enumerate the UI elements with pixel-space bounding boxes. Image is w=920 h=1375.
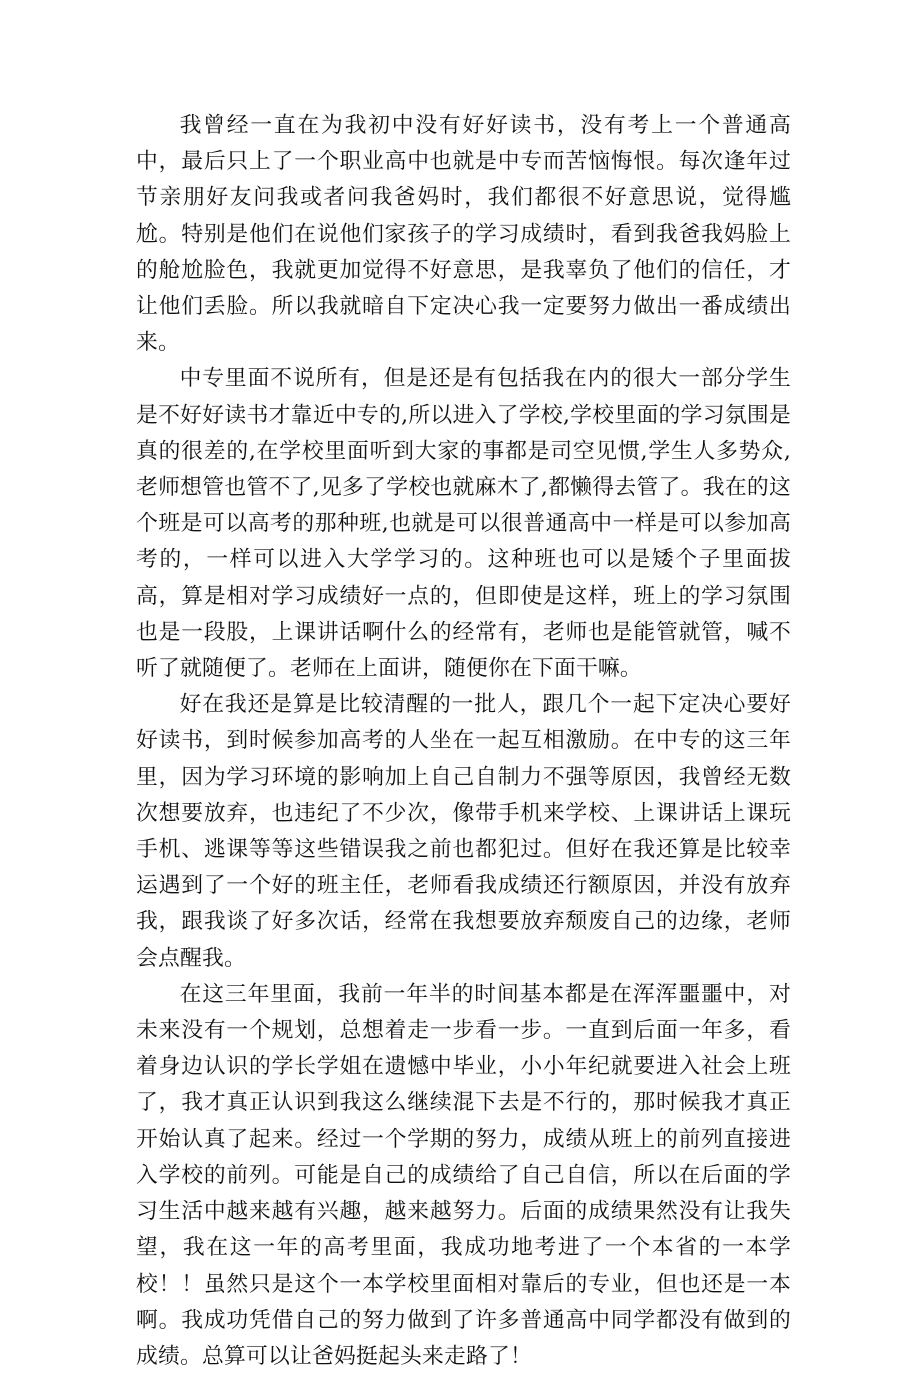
essay-body <box>136 108 791 1375</box>
paragraph-1: 我曾经一直在为我初中没有好好读书，没有考上一个普通高中，最后只上了一个职业高中也就是中专而苦恼悔恨。每次逢年过节亲朋好友问我或者问我爸妈时，我们都很不好意思说，觉得尴尬。特别是他们在说他们家孩子的学习成绩时，看到我爸我妈脸上的舱尬脸色，我就更加觉得不好意思，是我辜负了他们的信任，才让他们丢脸。所以我就暗自下定决心我一定要努力做出一番成绩出来。 <box>136 113 791 356</box>
paragraph-3: 好在我还是算是比较清醒的一批人，跟几个一起下定决心要好好读书，到时候参加高考的人坐在一起互相激励。在中专的这三年里，因为学习环境的影响加上自己自制力不强等原因，我曾经无数次想要放弃，也违纪了不少次，像带手机来学校、上课讲话上课玩手机、逃课等等这些错误我之前也都犯过。但好在我还算是比较幸运遇到了一个好的班主任，老师看我成绩还行额原因，并没有放弃我，跟我谈了好多次话，经常在我想要放弃颓废自己的边缘，老师会点醒我。 <box>136 692 791 971</box>
paragraph-2: 中专里面不说所有，但是还是有包括我在内的很大一部分学生是不好好读书才靠近中专的,所以进入了学校,学校里面的学习氛围是真的很差的,在学校里面听到大家的事都是司空见惯,学生人多势众,老师想管也管不了,见多了学校也就麻木了,都懒得去管了。我在的这个班是可以高考的那种班,也就是可以很普通高中一样是可以参加高考的，一样可以进入大学学习的。这种班也可以是矮个子里面拔高，算是相对学习成绩好一点的，但即使是这样，班上的学习氛围也是一段股，上课讲话啊什么的经常有，老师也是能管就管，喊不听了就随便了。老师在上面讲，随便你在下面干嘛。 <box>136 366 791 682</box>
paragraph-4: 在这三年里面，我前一年半的时间基本都是在浑浑噩噩中，对未来没有一个规划，总想着走一步看一步。一直到后面一年多，看着身边认识的学长学姐在遗憾中毕业，小小年纪就要进入社会上班了，我才真正认识到我这么继续混下去是不行的，那时候我才真正开始认真了起来。经过一个学期的努力，成绩从班上的前列直接进入学校的前列。可能是自己的成绩给了自己自信，所以在后面的学习生活中越来越有兴趣，越来越努力。后面的成绩果然没有让我失望，我在这一年的高考里面，我成功地考进了一个本省的一本学校！！虽然只是这个一本学校里面相对靠后的专业，但也还是一本啊。我成功凭借自己的努力做到了许多普通高中同学都没有做到的成绩。总算可以让爸妈挺起头来走路了！ <box>136 981 791 1369</box>
